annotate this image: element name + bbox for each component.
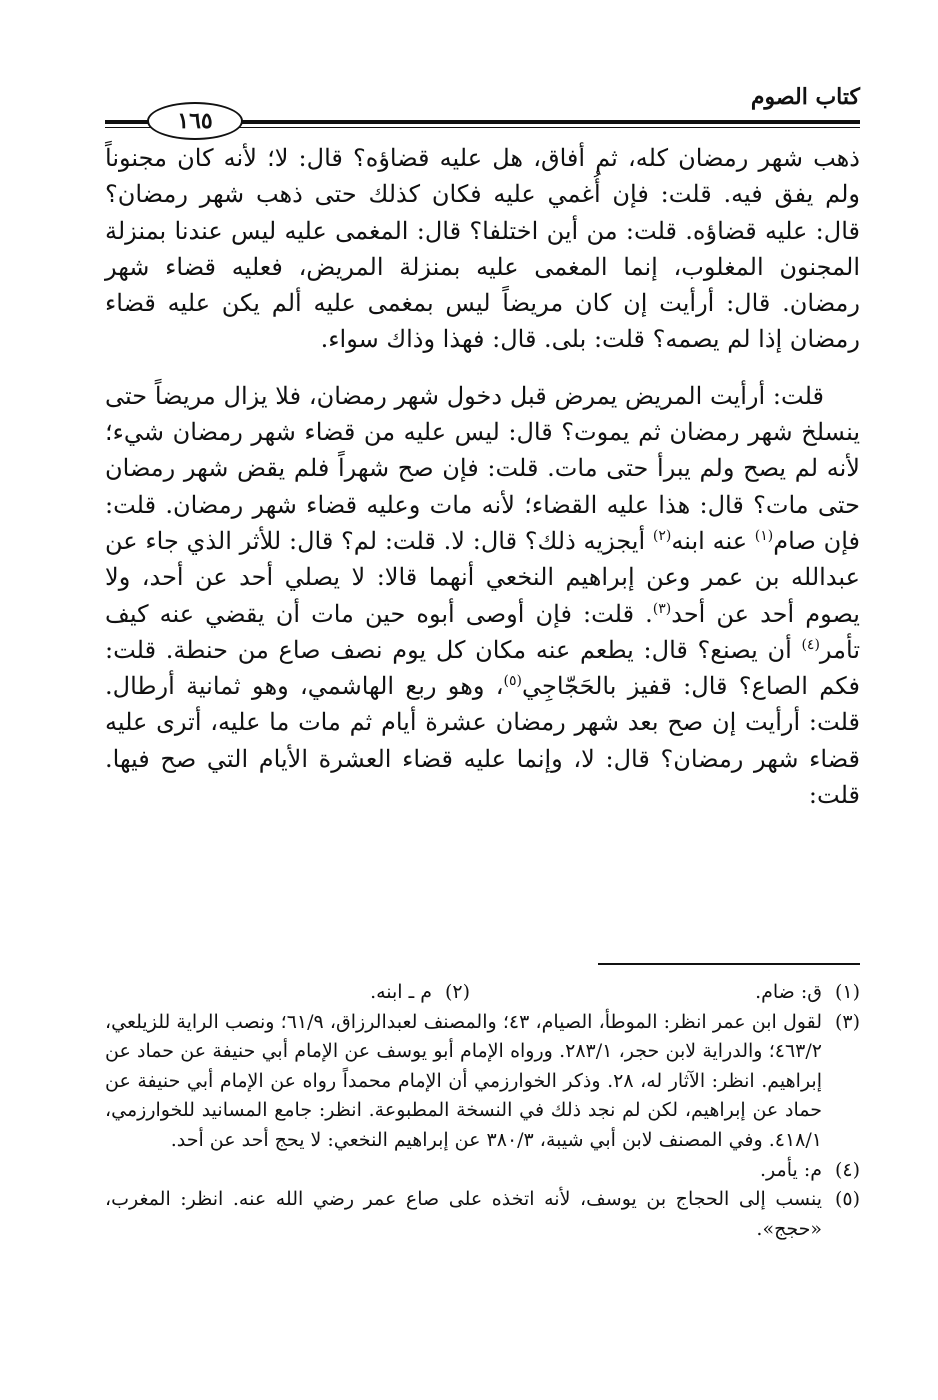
footnote-row-4 [105, 1156, 860, 1186]
footnote-2-text: م ـ ابنه. [370, 981, 432, 1003]
paragraph-2-part-a: قلت: أرأيت المريض يمرض قبل دخول شهر رمضان، فلا يزال مريضاً حتى ينسلخ شهر رمضان ثم يموت؟ قال: ليس عليه من قضاء شهر رمضان شيء؛ لأنه لم يصح ولم يبرأ حتى مات. قلت: فإن صح شهراً فلم يقض شهر رمضان حتى مات؟ قال: هذا عليه القضاء؛ لأنه مات وعليه قضاء شهر رمضان. قلت: فإن صام [105, 381, 860, 555]
footnotes [105, 978, 860, 1244]
paragraph-1: ذهب شهر رمضان كله، ثم أفاق، هل عليه قضاؤه؟ قال: لا؛ لأنه كان مجنوناً ولم يفق فيه. قلت: فإن أُغمي عليه فكان كذلك حتى ذهب شهر رمضان؟ قال: عليه قضاؤه. قلت: من أين اختلفا؟ قال: المغمى عليه ليس عندنا بمنزلة المجنون المغلوب، إنما المغمى عليه بمنزلة المريض، فعليه قضاء شهر رمضان. قال: أرأيت إن كان مريضاً ليس بمغمى عليه ألم يكن عليه قضاء رمضان إذا لم يصمه؟ قلت: بلى. قال: فهذا وذاك سواء. [105, 144, 860, 354]
footnote-5 [105, 1185, 860, 1244]
footnote-3-text: لقول ابن عمر انظر: الموطأ، الصيام، ٤٣؛ والمصنف لعبدالرزاق، ٦١/٩؛ ونصب الراية للزيلعي، ٤٦٣/٢؛ والدراية لابن حجر، ٢٨٣/١. ورواه الإمام أبو يوسف عن الإمام أبي حنيفة عن حماد عن إبراهيم. انظر: الآثار له، ٢٨. وذكر الخوارزمي أن الإمام محمداً رواه عن الإمام أبي حنيفة عن حماد عن إبراهيم، لكن لم نجد ذلك في النسخة المطبوعة. انظر: جامع المسانيد للخوارزمي، ٤١٨/١. وفي المصنف لابن أبي شيبة، ٣٨٠/٣ عن إبراهيم النخعي: لا يحج أحد عن أحد. [105, 1010, 822, 1151]
footnote-ref-1: (١) [754, 527, 774, 544]
footnote-5-number: (٥) [834, 1188, 860, 1211]
page-number-badge [147, 102, 243, 140]
footnote-3 [105, 1008, 860, 1156]
footnote-row-5 [105, 1185, 860, 1244]
paragraph-2-part-e: أن يصنع؟ قال: يطعم عنه مكان كل يوم نصف صاع من حنطة. قلت: فكم الصاع؟ قال: قفيز بالحَجّاجِي [105, 635, 860, 701]
footnote-4-text: م: يأمر. [760, 1158, 822, 1181]
footnote-ref-5: (٥) [503, 673, 522, 690]
footnote-row-1-2 [105, 978, 860, 1008]
paragraph-2-part-f: ، وهو ربع الهاشمي، وهو ثمانية أرطال. قلت: أرأيت إن صح بعد شهر رمضان عشرة أيام ثم مات ما عليه، أترى عليه قضاء شهر رمضان؟ قال: لا، وإنما عليه قضاء العشرة الأيام التي صح فيها. قلت: [105, 672, 860, 810]
paragraph-2 [105, 378, 860, 814]
page-header [105, 78, 860, 134]
footnote-3-number: (٣) [834, 1010, 860, 1033]
paragraph-2-part-c: أيجزيه ذلك؟ قال: لا. قلت: لم؟ قال: للأثر الذي جاء عن عبدالله بن عمر وعن إبراهيم النخعي أنهما قالا: لا يصلي أحد عن أحد، ولا يصوم أحد عن أحد [105, 526, 860, 628]
page-number: ١٦٥ [177, 108, 213, 134]
footnote-4-number: (٤) [834, 1158, 860, 1181]
footnote-row-3 [105, 1008, 860, 1156]
footnote-ref-4: (٤) [801, 636, 820, 653]
footnote-separator [598, 963, 860, 965]
footnote-2 [370, 978, 470, 1008]
running-title: كتاب الصوم [750, 84, 860, 110]
paragraph-2-part-d: . قلت: فإن أوصى أبوه حين مات أن يقضي عنه كيف تأمر [105, 599, 860, 664]
footnote-ref-2: (٢) [652, 527, 672, 544]
footnote-1-text: ق: ضام. [755, 981, 822, 1003]
footnote-5-text: ينسب إلى الحجاج بن يوسف، لأنه اتخذه على صاع عمر رضي الله عنه. انظر: المغرب، «حجج». [105, 1188, 822, 1240]
footnote-ref-3: (٣) [652, 600, 672, 617]
footnote-1 [470, 978, 860, 1008]
footnote-2-number: (٢) [444, 981, 470, 1003]
footnote-4 [105, 1156, 860, 1186]
main-text [105, 140, 860, 813]
paragraph-2-part-b: عنه ابنه [671, 526, 755, 555]
footnote-1-number: (١) [834, 981, 860, 1003]
